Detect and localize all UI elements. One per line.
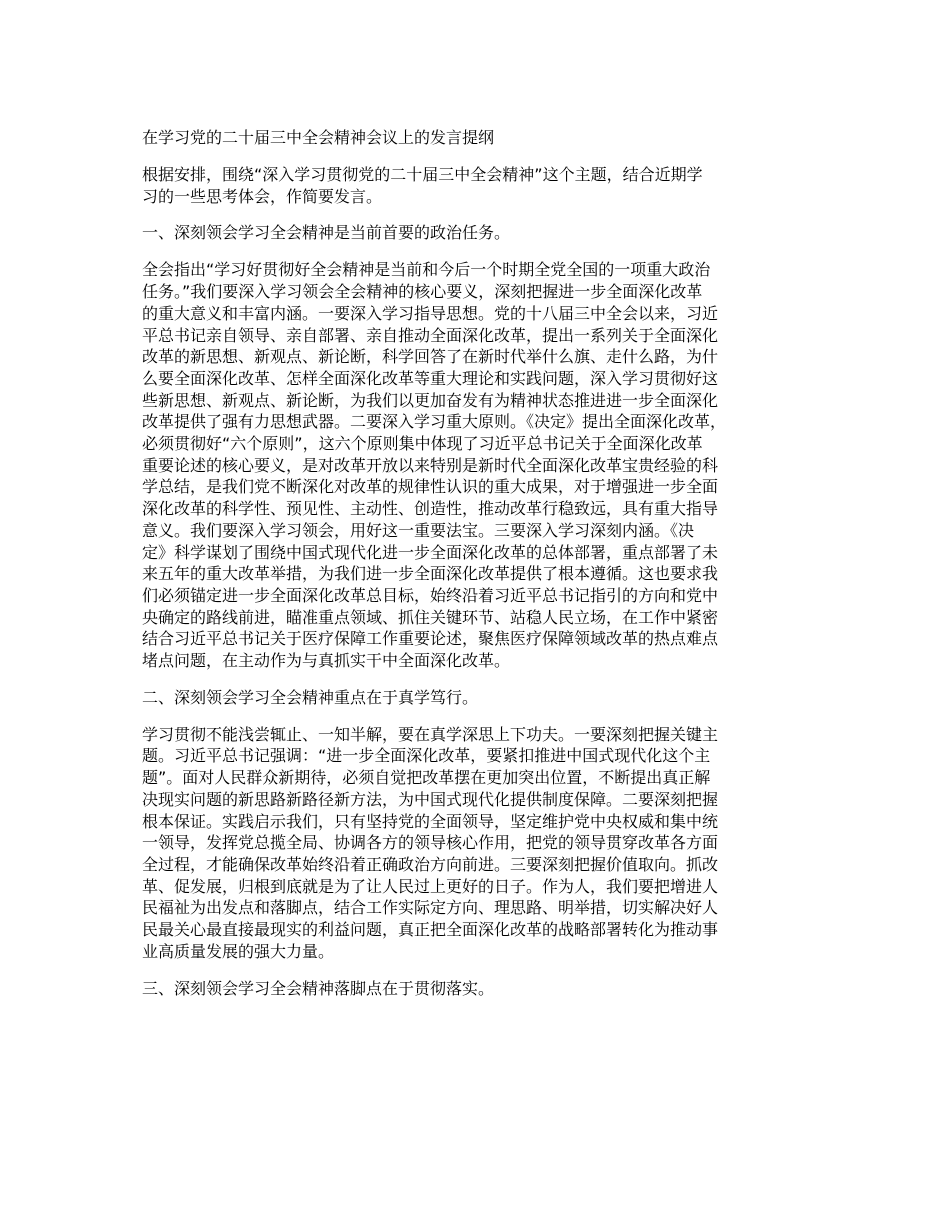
paragraph-line: 些新思想、新观点、新论断，为我们以更加奋发有为精神状态推进进一步全面深化 <box>142 390 719 410</box>
paragraph-line: 任务。”我们要深入学习领会全会精神的核心要义，深刻把握进一步全面深化改革 <box>142 282 703 302</box>
paragraph-line: 全会指出“学习好贯彻好全会精神是当前和今后一个时期全党全国的一项重大政治 <box>142 260 711 280</box>
section-1-heading: 一、深刻领会学习全会精神是当前首要的政治任务。 <box>142 223 511 243</box>
paragraph-line: 学总结，是我们党不断深化对改革的规律性认识的重大成果，对于增强进一步全面 <box>142 477 719 497</box>
paragraph-line: 结合习近平总书记关于医疗保障工作重要论述，聚焦医疗保障领域改革的热点难点 <box>142 629 719 649</box>
paragraph-line: 革、促发展，归根到底就是为了让人民过上更好的日子。作为人，我们要把增进人 <box>142 876 719 896</box>
section-3-heading: 三、深刻领会学习全会精神落脚点在于贯彻落实。 <box>142 978 495 998</box>
paragraph-line: 改革提供了强有力思想武器。二要深入学习重大原则。《决定》提出全面深化改革， <box>142 412 727 432</box>
paragraph-line: 民最关心最直接最现实的利益问题，真正把全面深化改革的战略部署转化为推动事 <box>142 920 719 940</box>
paragraph-line: 来五年的重大改革举措，为我们进一步全面深化改革提供了根本遵循。这也要求我 <box>142 564 719 584</box>
paragraph-line: 平总书记亲自领导、亲自部署、亲自推动全面深化改革，提出一系列关于全面深化 <box>142 325 719 345</box>
paragraph-line: 习的一些思考体会，作简要发言。 <box>142 186 383 206</box>
section-1-paragraph <box>142 259 814 671</box>
paragraph-line: 的重大意义和丰富内涵。一要深入学习指导思想。党的十八届三中全会以来，习近 <box>142 303 719 323</box>
paragraph-line: 重要论述的核心要义，是对改革开放以来特别是新时代全面深化改革宝贵经验的科 <box>142 455 719 475</box>
paragraph-line: 改革的新思想、新观点、新论断，科学回答了在新时代举什么旗、走什么路，为什 <box>142 347 719 367</box>
section-2-paragraph <box>142 724 814 963</box>
paragraph-line: 意义。我们要深入学习领会，用好这一重要法宝。三要深入学习深刻内涵。《决 <box>142 520 695 540</box>
paragraph-line: 业高质量发展的强大力量。 <box>142 941 335 961</box>
paragraph-line: 全过程，才能确保改革始终沿着正确政治方向前进。三要深刻把握价值取向。抓改 <box>142 854 719 874</box>
paragraph-line: 学习贯彻不能浅尝辄止、一知半解，要在真学深思上下功夫。一要深刻把握关键主 <box>142 724 719 744</box>
paragraph-line: 决现实问题的新思路新路径新方法，为中国式现代化提供制度保障。二要深刻把握 <box>142 789 719 809</box>
document-title: 在学习党的二十届三中全会精神会议上的发言提纲 <box>142 128 495 147</box>
intro-paragraph <box>142 164 814 207</box>
document-page <box>142 126 814 1015</box>
paragraph-line: 央确定的路线前进，瞄准重点领域、抓住关键环节、站稳人民立场，在工作中紧密 <box>142 607 719 627</box>
paragraph-line: 们必须锚定进一步全面深化改革总目标，始终沿着习近平总书记指引的方向和党中 <box>142 585 719 605</box>
paragraph-line: 堵点问题，在主动作为与真抓实干中全面深化改革。 <box>142 651 511 671</box>
paragraph-line: 一领导，发挥党总揽全局、协调各方的领导核心作用，把党的领导贯穿改革各方面 <box>142 833 719 853</box>
paragraph-line: 题”。面对人民群众新期待，必须自觉把改革摆在更加突出位置，不断提出真正解 <box>142 768 711 788</box>
paragraph-line: 题。习近平总书记强调：“进一步全面深化改革，要紧扣推进中国式现代化这个主 <box>142 746 711 766</box>
section-2-heading: 二、深刻领会学习全会精神重点在于真学笃行。 <box>142 687 479 707</box>
paragraph-line: 根据安排，围绕“深入学习贯彻党的二十届三中全会精神”这个主题，结合近期学 <box>142 165 703 184</box>
paragraph-line: 民福祉为出发点和落脚点，结合工作实际定方向、理思路、明举措，切实解决好人 <box>142 898 719 918</box>
paragraph-line: 么要全面深化改革、怎样全面深化改革等重大理论和实践问题，深入学习贯彻好这 <box>142 368 719 388</box>
paragraph-line: 根本保证。实践启示我们，只有坚持党的全面领导，坚定维护党中央权威和集中统 <box>142 811 719 831</box>
paragraph-line: 定》科学谋划了围绕中国式现代化进一步全面深化改革的总体部署，重点部署了未 <box>142 542 719 562</box>
paragraph-line: 深化改革的科学性、预见性、主动性、创造性，推动改革行稳致远，具有重大指导 <box>142 499 719 519</box>
paragraph-line: 必须贯彻好“六个原则”，这六个原则集中体现了习近平总书记关于全面深化改革 <box>142 434 703 454</box>
